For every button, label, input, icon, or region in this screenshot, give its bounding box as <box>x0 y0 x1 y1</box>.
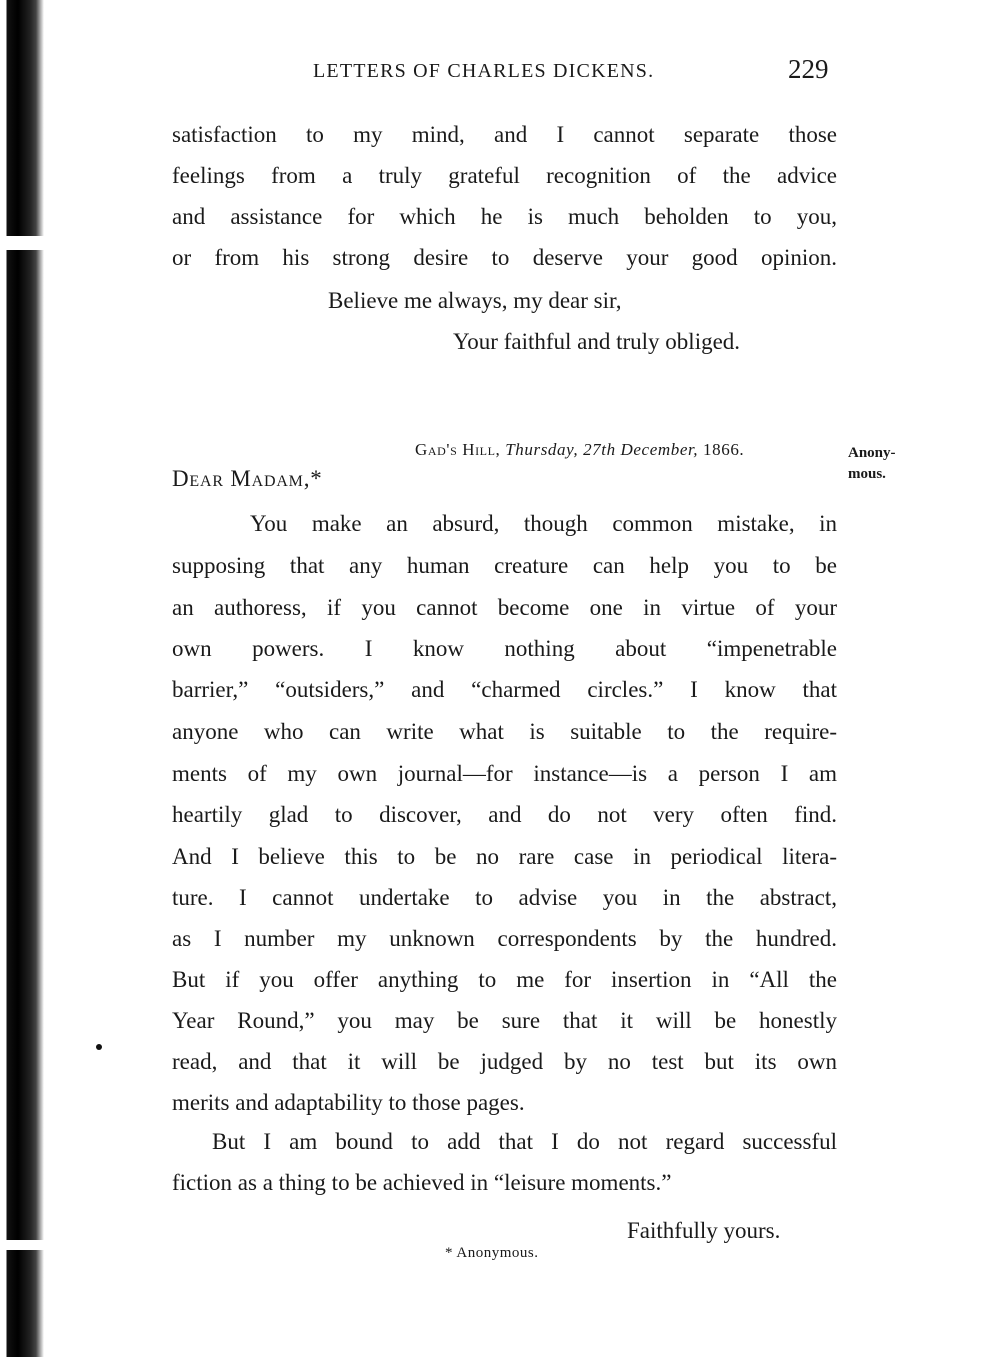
margin-note-line: Anony- <box>848 445 896 461</box>
running-head: LETTERS OF CHARLES DICKENS. <box>313 60 655 82</box>
dateline-place: Gad's Hill, <box>415 440 501 459</box>
binding-gap <box>0 1240 44 1250</box>
footnote: * Anonymous. <box>445 1245 539 1261</box>
text-line: But I am bound to add that I do not regard successful <box>212 1129 837 1154</box>
text-line: fiction as a thing to be achieved in “leisure moments.” <box>172 1170 672 1195</box>
dateline <box>415 440 744 460</box>
text-line: supposing that any human creature can help you to be <box>172 553 837 578</box>
dateline-day: Thursday, <box>505 440 579 459</box>
text-line: read, and that it will be judged by no test but its own <box>172 1049 837 1074</box>
text-line: anyone who can write what is suitable to the require- <box>172 719 837 744</box>
text-line: And I believe this to be no rare case in periodical litera- <box>172 844 837 869</box>
text-line: an authoress, if you cannot become one in virtue of your <box>172 595 837 620</box>
text-line: merits and adaptability to those pages. <box>172 1090 525 1115</box>
text-line: and assistance for which he is much beholden to you, <box>172 204 837 229</box>
margin-note-line: mous. <box>848 466 886 482</box>
binding-gap <box>0 236 44 250</box>
text-line: feelings from a truly grateful recognition of the advice <box>172 163 837 188</box>
text-line: as I number my unknown correspondents by the hundred. <box>172 926 837 951</box>
signoff: Faithfully yours. <box>627 1218 781 1243</box>
text-line: ments of my own journal—for instance—is a person I am <box>172 761 837 786</box>
text-line: heartily glad to discover, and do not very often find. <box>172 802 837 827</box>
text-line: You make an absurd, though common mistake, in <box>250 511 837 536</box>
closing-line: Your faithful and truly obliged. <box>453 329 741 354</box>
binding-edge <box>0 0 44 1357</box>
text-line: or from his strong desire to deserve your good opinion. <box>172 245 837 270</box>
salutation: Dear Madam,* <box>172 466 323 491</box>
text-line: But if you offer anything to me for insertion in “All the <box>172 967 837 992</box>
dateline-year: 1866. <box>703 440 745 459</box>
text-line: own powers. I know nothing about “impenetrable <box>172 636 837 661</box>
page-number: 229 <box>788 54 829 84</box>
text-line: ture. I cannot undertake to advise you in the abstract, <box>172 885 837 910</box>
text-line: barrier,” “outsiders,” and “charmed circles.” I know that <box>172 677 837 702</box>
dateline-date: 27th December, <box>583 440 699 459</box>
closing-line: Believe me always, my dear sir, <box>328 288 622 313</box>
margin-note <box>848 443 896 485</box>
text-line: satisfaction to my mind, and I cannot separate those <box>172 122 837 147</box>
text-line: Year Round,” you may be sure that it will be honestly <box>172 1008 837 1033</box>
stray-mark <box>96 1044 102 1050</box>
